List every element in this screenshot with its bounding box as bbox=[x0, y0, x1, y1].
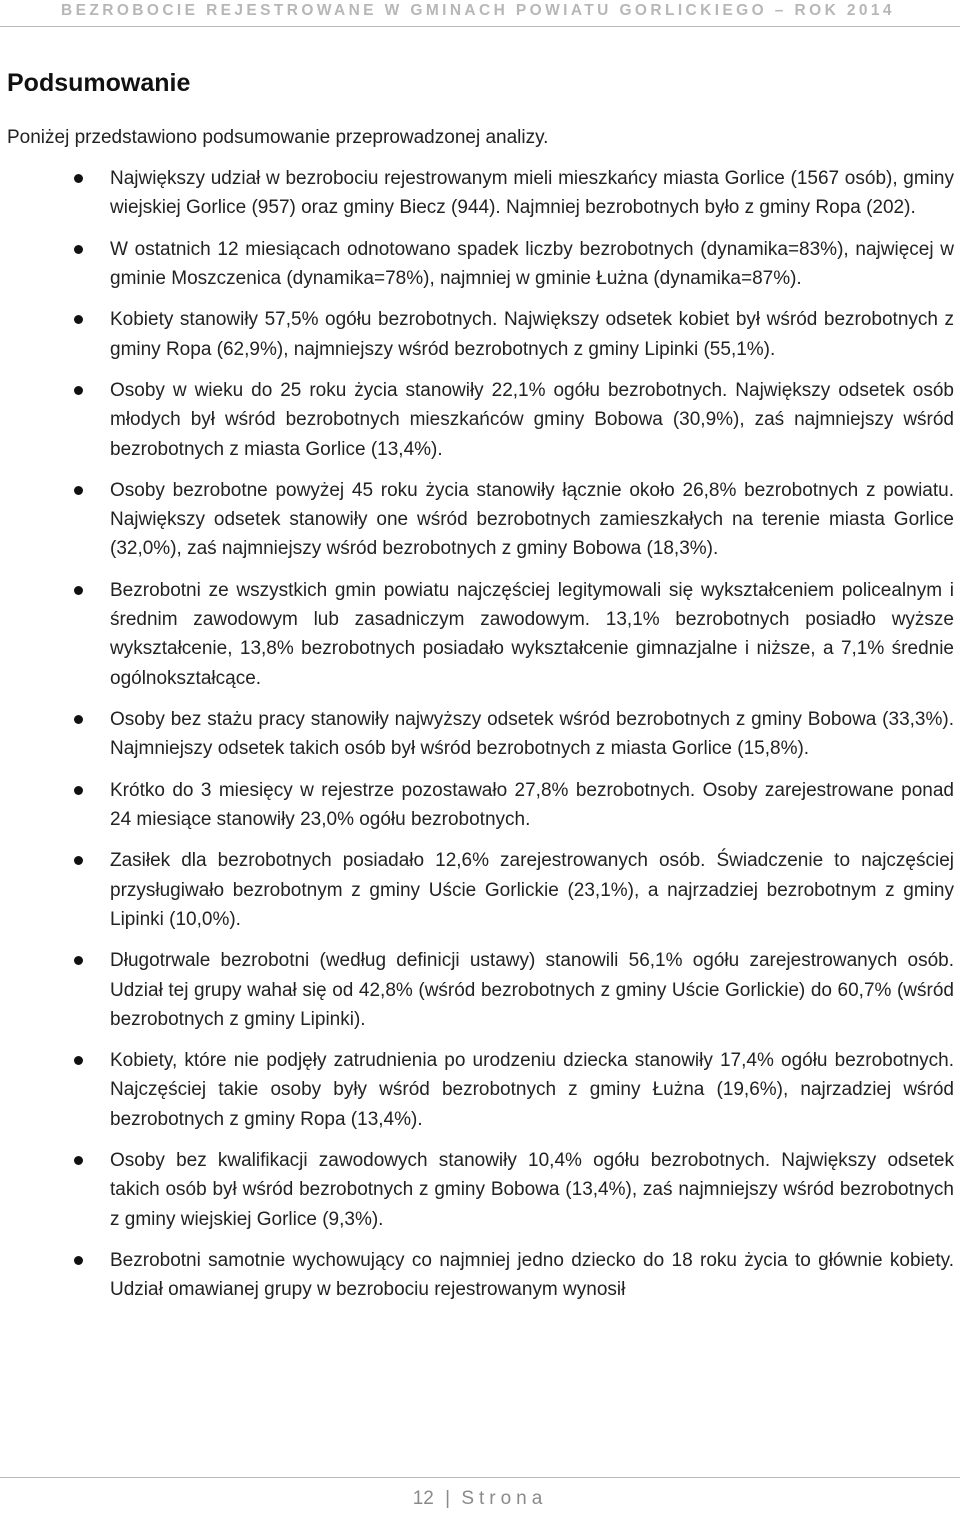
bullet-icon bbox=[74, 786, 83, 795]
bullet-icon bbox=[74, 1156, 83, 1165]
page-number: 12 bbox=[412, 1488, 434, 1509]
summary-item-education bbox=[0, 576, 960, 693]
summary-item-text: Osoby w wieku do 25 roku życia stanowiły 22,1% ogółu bezrobotnych. Największy odsetek osób młodych był wśród bezrobotnych mieszkańców gminy Bobowa (30,9%), zaś najmniejszy wśród bezrobotnych z miasta Gorlice (13,4%). bbox=[110, 380, 954, 460]
footer-rule bbox=[0, 1477, 960, 1478]
bullet-icon bbox=[74, 245, 83, 254]
bullet-icon bbox=[74, 856, 83, 865]
summary-item-women bbox=[0, 305, 960, 363]
summary-item-over-45 bbox=[0, 476, 960, 564]
summary-item-text: Największy udział w bezrobociu rejestrowanym mieli mieszkańcy miasta Gorlice (1567 osób), gminy wiejskiej Gorlice (957) oraz gminy Biecz (944). Najmniej bezrobotnych było z gminy Ropa (202). bbox=[110, 168, 954, 219]
summary-item-text: Bezrobotni ze wszystkich gmin powiatu najczęściej legitymowali się wykształceniem policealnym i średnim zawodowym lub zasadniczym zawodowym. 13,1% bezrobotnych posiadło wyższe wykształcenie, 13,8% bezrobotnych posiadało wykształcenie gimnazjalne i niższe, a 7,1% średnie ogólnokształcące. bbox=[110, 579, 954, 689]
bullet-icon bbox=[74, 1056, 83, 1065]
footer-separator: | bbox=[445, 1488, 451, 1509]
summary-item-no-experience bbox=[0, 705, 960, 763]
summary-item-text: Osoby bezrobotne powyżej 45 roku życia stanowiły łącznie około 26,8% bezrobotnych z powiatu. Największy odsetek stanowiły one wśród bezrobotnych zamieszkałych na terenie miasta Gorlice (32,0%), zaś najmniejszy wśród bezrobotnych z gminy Bobowa (18,3%). bbox=[110, 480, 954, 560]
summary-item-text: Kobiety stanowiły 57,5% ogółu bezrobotnych. Największy odsetek kobiet był wśród bezrobotnych z gminy Ropa (62,9%), najmniejszy wśród bezrobotnych z gminy Lipinki (55,1%). bbox=[110, 309, 954, 360]
bullet-icon bbox=[74, 715, 83, 724]
summary-item-no-qualifications bbox=[0, 1146, 960, 1234]
bullet-icon bbox=[74, 315, 83, 324]
running-header: BEZROBOCIE REJESTROWANE W GMINACH POWIATU GORLICKIEGO – ROK 2014 bbox=[61, 2, 895, 19]
page-footer bbox=[0, 1488, 960, 1510]
summary-list bbox=[0, 164, 960, 1304]
summary-item-text: Kobiety, które nie podjęły zatrudnienia po urodzeniu dziecka stanowiły 17,4% ogółu bezrobotnych. Najczęściej takie osoby były wśród bezrobotnych z gminy Łużna (19,6%), najrzadziej wśród bezrobotnych z gminy Ropa (13,4%). bbox=[110, 1050, 954, 1130]
summary-item-registration-time bbox=[0, 776, 960, 834]
header-rule bbox=[0, 26, 960, 27]
summary-item-total-share bbox=[0, 164, 960, 222]
summary-item-text: Osoby bez stażu pracy stanowiły najwyższy odsetek wśród bezrobotnych z gminy Bobowa (33,3%). Najmniejszy odsetek takich osób był wśród bezrobotnych z miasta Gorlice (15,8%). bbox=[110, 709, 954, 760]
bullet-icon bbox=[74, 486, 83, 495]
summary-item-single-parents bbox=[0, 1246, 960, 1304]
summary-item-dynamics bbox=[0, 235, 960, 293]
bullet-icon bbox=[74, 1256, 83, 1265]
page-label: Strona bbox=[461, 1488, 548, 1509]
summary-item-after-childbirth bbox=[0, 1046, 960, 1134]
intro-paragraph: Poniżej przedstawiono podsumowanie przeprowadzonej analizy. bbox=[7, 127, 549, 148]
section-title: Podsumowanie bbox=[7, 69, 191, 97]
bullet-icon bbox=[74, 386, 83, 395]
summary-item-text: Bezrobotni samotnie wychowujący co najmniej jedno dziecko do 18 roku życia to głównie kobiety. Udział omawianej grupy w bezrobociu rejestrowanym wynosił bbox=[110, 1250, 954, 1301]
summary-item-text: Długotrwale bezrobotni (według definicji ustawy) stanowili 56,1% ogółu zarejestrowanych osób. Udział tej grupy wahał się od 42,8% (wśród bezrobotnych z gminy Uście Gorlickie) do 60,7% (wśród bezrobotnych z gminy Lipinki). bbox=[110, 950, 954, 1030]
summary-item-under-25 bbox=[0, 376, 960, 464]
summary-item-benefit bbox=[0, 846, 960, 934]
bullet-icon bbox=[74, 174, 83, 183]
summary-item-text: Zasiłek dla bezrobotnych posiadało 12,6% zarejestrowanych osób. Świadczenie to najczęściej przysługiwało bezrobotnym z gminy Uście Gorlickie (23,1%), a najrzadziej bezrobotnym z gminy Lipinki (10,0%). bbox=[110, 850, 954, 930]
summary-item-text: W ostatnich 12 miesiącach odnotowano spadek liczby bezrobotnych (dynamika=83%), najwięcej w gminie Moszczenica (dynamika=78%), najmniej w gminie Łużna (dynamika=87%). bbox=[110, 238, 954, 289]
bullet-icon bbox=[74, 586, 83, 595]
summary-item-text: Krótko do 3 miesięcy w rejestrze pozostawało 27,8% bezrobotnych. Osoby zarejestrowane ponad 24 miesiące stanowiły 23,0% ogółu bezrobotnych. bbox=[110, 779, 954, 830]
summary-item-long-term bbox=[0, 946, 960, 1034]
summary-item-text: Osoby bez kwalifikacji zawodowych stanowiły 10,4% ogółu bezrobotnych. Największy odsetek takich osób był wśród bezrobotnych z gminy Bobowa (13,4%), zaś najmniejszy wśród bezrobotnych z gminy wiejskiej Gorlice (9,3%). bbox=[110, 1150, 954, 1230]
bullet-icon bbox=[74, 956, 83, 965]
